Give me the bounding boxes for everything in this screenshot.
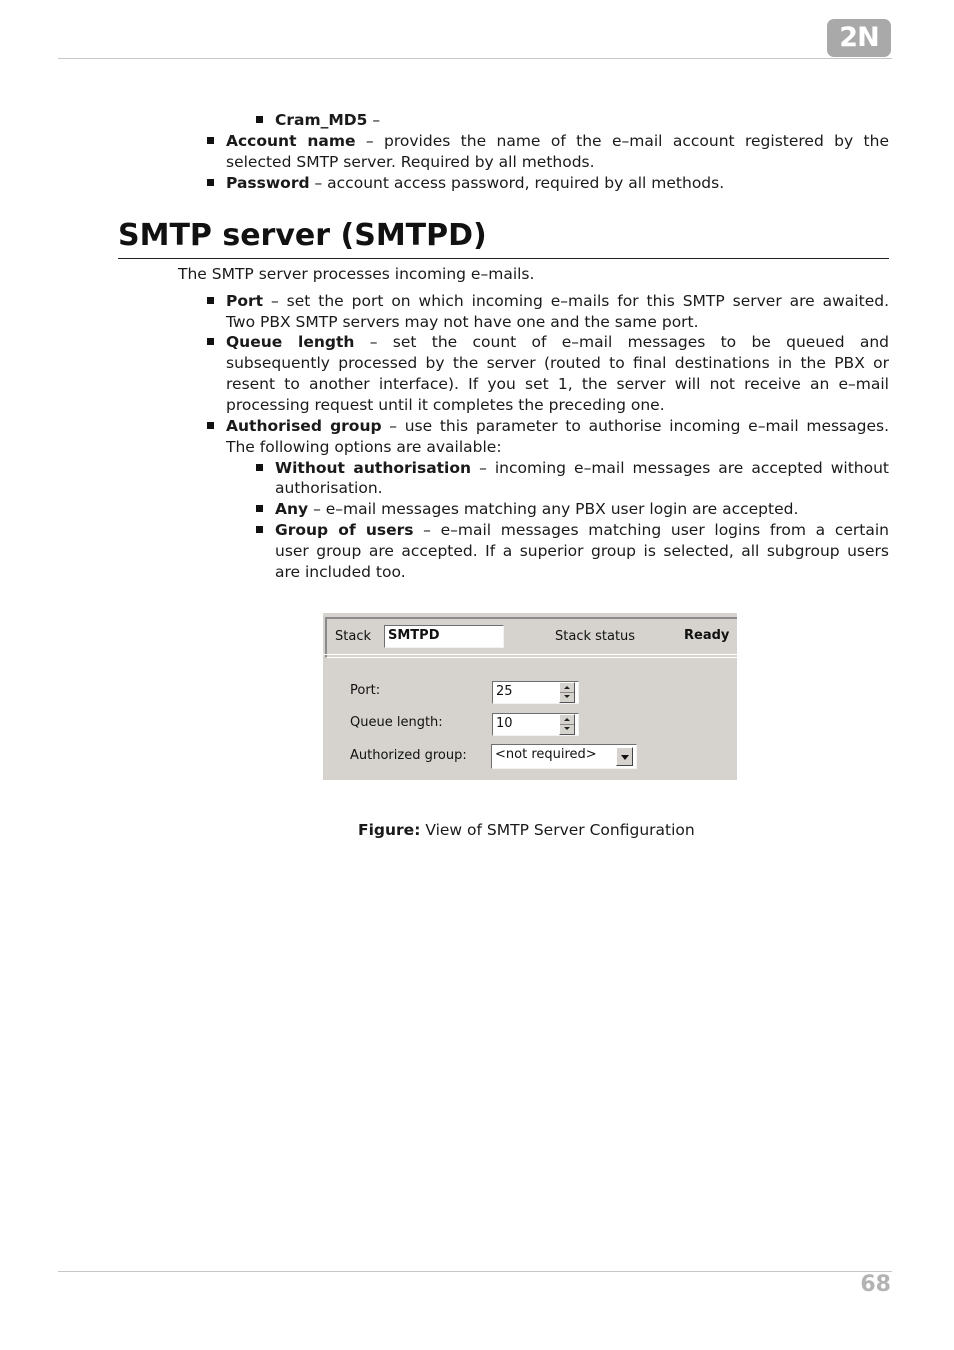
spin-down-icon: [564, 695, 570, 698]
authorized-group-select[interactable]: [491, 744, 637, 769]
queue-length-label: Queue length:: [350, 715, 443, 730]
description: – use this parameter to authorise incoming e–mail messages.: [381, 417, 890, 435]
list-item-continuation: resent to another interface). If you set 1, the server will not receive an e–mail: [226, 375, 889, 393]
bullet-icon: [207, 297, 214, 304]
spin-up-icon: [564, 686, 570, 689]
dropdown-button[interactable]: [616, 747, 633, 766]
figure-caption: [358, 820, 695, 841]
page-number: 68: [860, 1272, 891, 1297]
list-item-continuation: user group are accepted. If a superior group is selected, all subgroup users: [275, 542, 889, 560]
chevron-down-icon: [621, 755, 629, 760]
list-item-continuation: The following options are available:: [226, 438, 502, 456]
stack-status-label: Stack status: [555, 629, 636, 644]
description: – set the count of e–mail messages to be queued and: [354, 333, 889, 351]
caption-text: View of SMTP Server Configuration: [420, 821, 695, 839]
list-item-continuation: Two PBX SMTP servers may not have one and the same port.: [226, 313, 699, 331]
description: – provides the name of the e–mail account registered by the: [355, 132, 889, 150]
spin-divider: [560, 724, 574, 725]
bullet-icon: [207, 338, 214, 345]
list-item-authorised-group: [226, 416, 889, 437]
term: Account name: [226, 132, 356, 150]
queue-length-stepper[interactable]: [559, 714, 575, 735]
spin-up-icon: [564, 718, 570, 721]
term: Without authorisation: [275, 459, 472, 477]
description: – e–mail messages matching user logins from a certain: [413, 521, 889, 539]
list-item-without-authorisation: [275, 458, 889, 479]
list-item-cram-md5: [275, 110, 380, 131]
term: Password: [226, 174, 310, 192]
spin-down-icon: [564, 727, 570, 730]
bullet-icon: [256, 526, 263, 533]
description: – incoming e–mail messages are accepted without: [471, 459, 889, 477]
bullet-icon: [207, 137, 214, 144]
list-item-queue-length: [226, 332, 889, 353]
stack-label: Stack: [335, 629, 371, 644]
caption-label: Figure:: [358, 821, 421, 839]
authorized-group-value: <not required>: [495, 747, 597, 762]
port-label: Port:: [350, 683, 381, 698]
section-intro: The SMTP server processes incoming e–mails.: [178, 265, 535, 283]
stack-status-value: Ready: [684, 628, 730, 643]
bullet-icon: [256, 505, 263, 512]
term: Group of users: [275, 521, 414, 539]
title-rule: [118, 258, 889, 259]
list-item-any: [275, 499, 798, 520]
queue-length-value: 10: [496, 716, 513, 731]
term: Queue length: [226, 333, 355, 351]
brand-logo: 2N: [827, 19, 891, 57]
term: Any: [275, 500, 309, 518]
stack-field[interactable]: SMTPD: [384, 625, 504, 648]
section-title: SMTP server (SMTPD): [118, 218, 487, 253]
bullet-icon: [207, 179, 214, 186]
bullet-icon: [256, 464, 263, 471]
list-item-continuation: are included too.: [275, 563, 406, 581]
panel-divider: [323, 654, 737, 655]
smtp-config-screenshot: [323, 613, 737, 780]
bullet-icon: [207, 422, 214, 429]
port-field[interactable]: [492, 681, 579, 704]
list-item-password: [226, 173, 724, 194]
footer-rule: [58, 1271, 892, 1272]
port-stepper[interactable]: [559, 682, 575, 703]
header-rule: [58, 58, 892, 59]
port-value: 25: [496, 684, 513, 699]
list-item-continuation: authorisation.: [275, 479, 383, 497]
queue-length-field[interactable]: [492, 713, 579, 736]
list-item-group-of-users: [275, 520, 889, 541]
description: – account access password, required by all methods.: [309, 174, 725, 192]
term: Cram_MD5: [275, 111, 368, 129]
list-item-account-name: [226, 131, 889, 152]
list-item-continuation: processing request until it completes the preceding one.: [226, 396, 665, 414]
authorized-group-label: Authorized group:: [350, 748, 467, 763]
list-item-continuation: subsequently processed by the server (routed to final destinations in the PBX or: [226, 354, 889, 372]
term: Port: [226, 292, 264, 310]
spin-divider: [560, 692, 574, 693]
description: –: [367, 111, 381, 129]
list-item-port: [226, 291, 889, 312]
bullet-icon: [256, 116, 263, 123]
term: Authorised group: [226, 417, 382, 435]
description: – set the port on which incoming e–mails for this SMTP server are awaited.: [263, 292, 889, 310]
list-item-continuation: selected SMTP server. Required by all methods.: [226, 153, 595, 171]
description: – e–mail messages matching any PBX user login are accepted.: [308, 500, 799, 518]
